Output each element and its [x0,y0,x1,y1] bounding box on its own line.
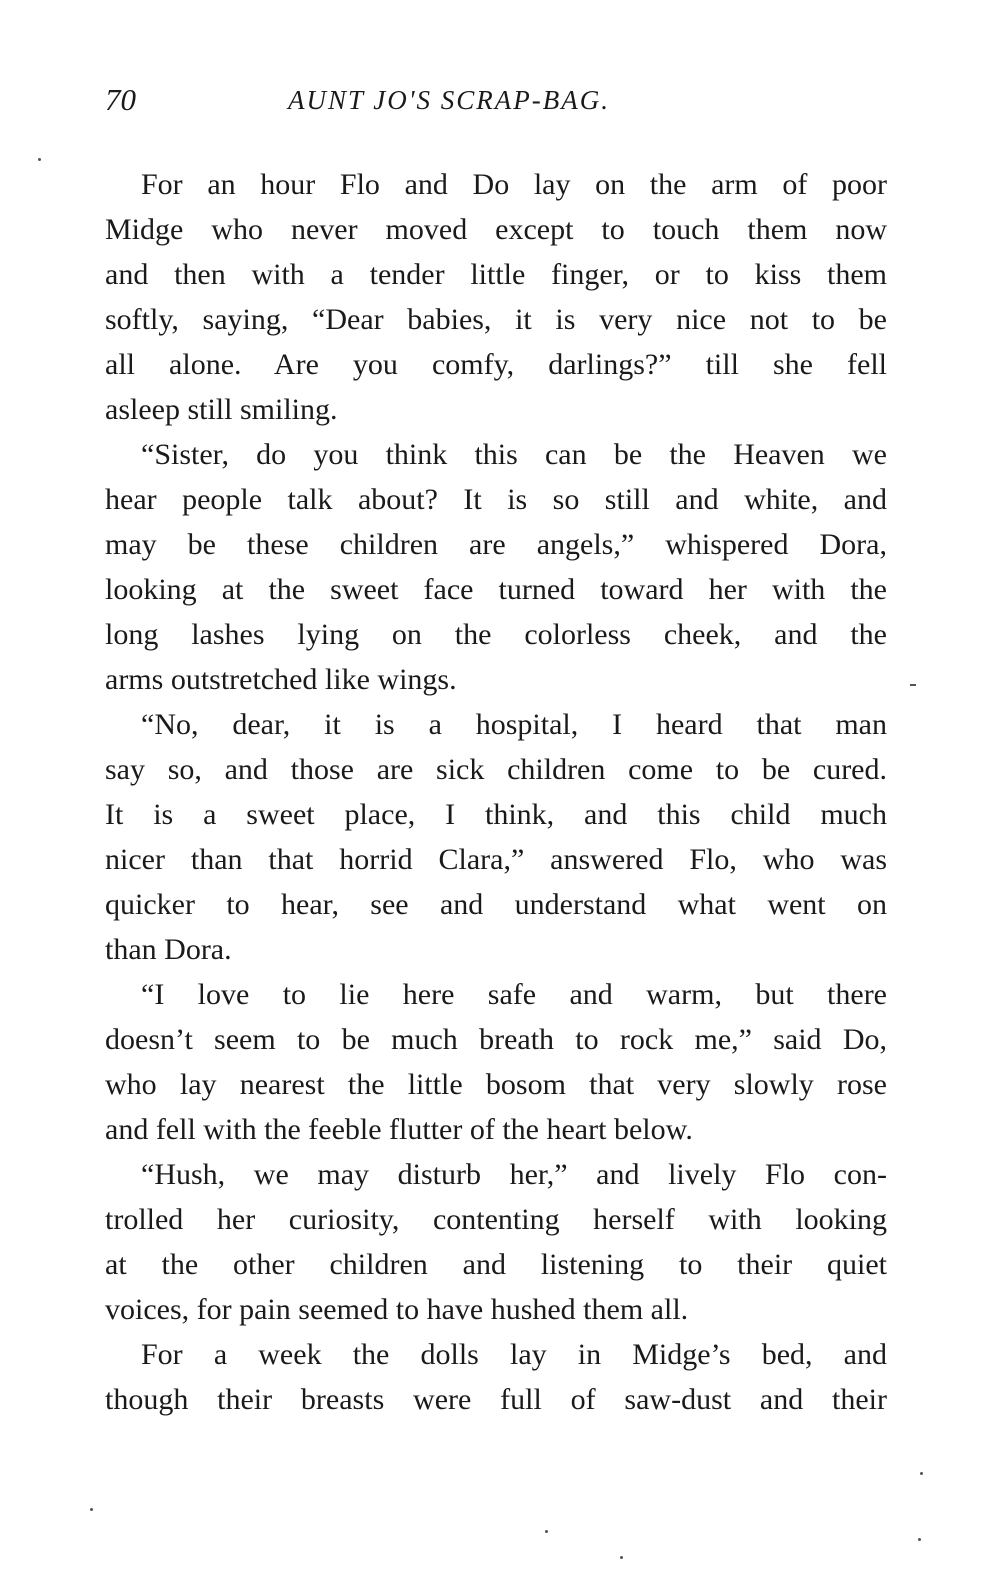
text-line: softly, saying, “Dear babies, it is very nice not to be [105,303,887,336]
scan-speck [920,1472,923,1475]
text-line: all alone. Are you comfy, darlings?” till she fell [105,348,887,381]
text-line: For a week the dolls lay in Midge’s bed, and [141,1338,887,1371]
body-text [105,162,887,1422]
text-line: long lashes lying on the colorless cheek, and the [105,618,887,651]
text-line: than Dora. [105,933,232,966]
paragraph [105,162,887,432]
paragraph [105,432,887,702]
text-line: hear people talk about? It is so still and white, and [105,483,887,516]
page-number: 70 [105,82,136,117]
paragraph [105,702,887,972]
text-line: though their breasts were full of saw-dust and their [105,1383,887,1416]
text-line: It is a sweet place, I think, and this child much [105,798,887,831]
paragraph [105,972,887,1152]
text-line: asleep still smiling. [105,393,338,426]
text-line: “Hush, we may disturb her,” and lively Flo con- [141,1158,887,1191]
text-line: may be these children are angels,” whispered Dora, [105,528,887,561]
paragraph [105,1332,887,1422]
text-line: “I love to lie here safe and warm, but there [141,978,887,1011]
scan-speck [910,684,916,686]
paragraph [105,1152,887,1332]
scan-speck [620,1556,623,1559]
text-line: arms outstretched like wings. [105,663,457,696]
text-line: and fell with the feeble flutter of the heart below. [105,1113,693,1146]
text-line: and then with a tender little finger, or to kiss them [105,258,887,291]
text-line: voices, for pain seemed to have hushed them all. [105,1293,689,1326]
scan-speck [38,158,41,161]
running-title: AUNT JO'S SCRAP-BAG. [288,85,610,115]
page-header [105,78,887,122]
text-line: nicer than that horrid Clara,” answered Flo, who was [105,843,887,876]
text-line: “No, dear, it is a hospital, I heard that man [141,708,887,741]
text-line: at the other children and listening to their quiet [105,1248,887,1281]
text-line: say so, and those are sick children come to be cured. [105,753,887,786]
text-line: who lay nearest the little bosom that very slowly rose [105,1068,887,1101]
text-line: trolled her curiosity, contenting herself with looking [105,1203,887,1236]
scan-speck [545,1530,548,1533]
scan-speck [90,1508,93,1511]
text-line: quicker to hear, see and understand what went on [105,888,887,921]
text-line: Midge who never moved except to touch them now [105,213,887,246]
text-line: looking at the sweet face turned toward her with the [105,573,887,606]
text-line: “Sister, do you think this can be the Heaven we [141,438,887,471]
scan-speck [918,1538,921,1541]
text-line: doesn’t seem to be much breath to rock me,” said Do, [105,1023,887,1056]
text-line: For an hour Flo and Do lay on the arm of poor [141,168,887,201]
